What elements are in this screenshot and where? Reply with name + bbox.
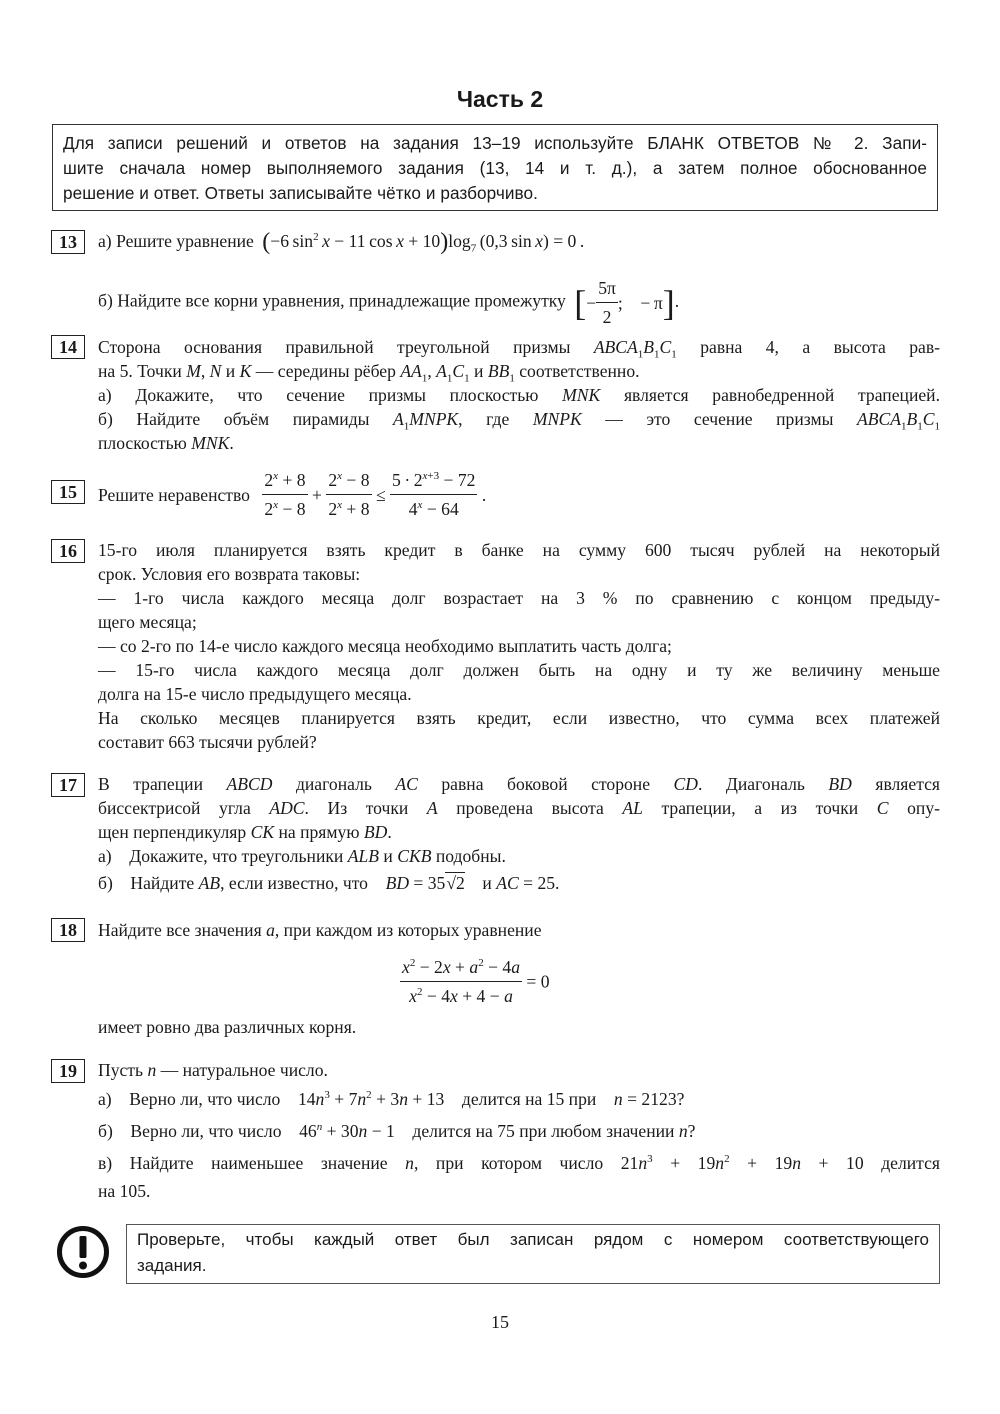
- task-16-line-6: — 15-го числа каждого месяца долг должен быть на одну и ту же величину меньше: [98, 660, 940, 680]
- task-19-c-line-1: в) Найдите наименьшее значение n, при котором число $21n^3 + 19n^2 + 19n + 10$ делится: [98, 1153, 940, 1173]
- warning-box: [126, 1224, 940, 1284]
- task-16-line-9: составит 663 тысячи рублей?: [98, 732, 317, 752]
- task-16-line-5: — со 2-го по 14-е число каждого месяца необходимо выплатить часть долга;: [98, 636, 672, 656]
- task-14-line-1: Сторона основания правильной треугольной призмы $ABCA_1B_1C_1$ равна 4, а высота рав-: [98, 337, 940, 361]
- page-title: Часть 2: [456, 86, 544, 112]
- task-17-line-1: В трапеции ABCD диагональ AC равна боковой стороне CD. Диагональ BD является: [98, 774, 941, 794]
- instructions-line-3: решение и ответ. Ответы записывайте чётко и разборчиво.: [63, 183, 538, 203]
- task-16-line-3: — 1-го числа каждого месяца долг возрастает на 3 % по сравнению с концом предыду-: [98, 588, 940, 608]
- warning-line-1: Проверьте, чтобы каждый ответ был записан рядом с номером соответствующего: [137, 1230, 929, 1249]
- task-number-15: 15: [51, 480, 85, 504]
- task-19-part-b: б) Верно ли, что число $46^n + 30n - 1$ делится на 75 при любом значении n?: [98, 1121, 696, 1141]
- task-17-text: [98, 772, 940, 895]
- task-number-19: 19: [51, 1059, 85, 1083]
- task-13-b-text: б) Найдите все корни уравнения, принадлежащие промежутку: [98, 290, 566, 311]
- task-number-16: 16: [51, 539, 85, 563]
- task-16-line-1: 15-го июля планируется взять кредит в банке на сумму 600 тысяч рублей на некоторый: [98, 540, 940, 560]
- instructions-line-2: шите сначала номер выполняемого задания (13, 14 и т. д.), а затем полное обоснованное: [63, 158, 927, 178]
- page-number: 15: [491, 1312, 509, 1332]
- task-13-a-formula: (−6 $\sin^2 x - 11$ $\cos x + 10)\log_7$ (0,3 sin x) = 0 .: [262, 229, 585, 255]
- task-14-line-5: плоскостью MNK.: [98, 433, 234, 453]
- task-16-text: [98, 538, 940, 754]
- task-13-part-b: [98, 276, 679, 329]
- task-19-c-line-2: на 105.: [98, 1181, 151, 1201]
- task-17-line-4: а) Докажите, что треугольники ALB и CKB подобны.: [98, 846, 506, 866]
- task-18-text: Найдите все значения a, при каждом из которых уравнение: [98, 920, 542, 940]
- task-number-18: 18: [51, 918, 85, 942]
- task-15-text: [98, 467, 486, 521]
- task-17-line-2: биссектрисой угла ADC. Из точки A проведена высота AL трапеции, а из точки C опу-: [98, 798, 940, 818]
- task-14-line-4: б) Найдите объём пирамиды $A_1MNPK$, где MNPK — это сечение призмы $ABCA_1B_1C_1$: [98, 409, 940, 433]
- task-19-intro: Пусть n — натуральное число.: [98, 1060, 328, 1080]
- exclamation-circle-icon: [56, 1225, 110, 1279]
- task-16-line-2: срок. Условия его возврата таковы:: [98, 564, 361, 584]
- task-16-line-4: щего месяца;: [98, 612, 197, 632]
- task-18-after: имеет ровно два различных корня.: [98, 1017, 357, 1037]
- warning-line-2: задания.: [137, 1256, 207, 1275]
- task-number-13: 13: [51, 230, 85, 254]
- task-18-formula: $\frac{x^2 - 2x + a^2 - 4a}{x^2 - 4x + 4 - a}$ = 0: [402, 957, 550, 1006]
- task-14-text: [98, 335, 940, 455]
- task-17-line-5: б) Найдите AB, если известно, что BD = 35√2 и AC = 25.: [98, 873, 560, 893]
- task-13-part-a: [98, 229, 584, 254]
- task-number-14: 14: [51, 335, 85, 359]
- task-17-line-3: щен перпендикуляр CK на прямую BD.: [98, 822, 392, 842]
- task-number-17: 17: [51, 773, 85, 797]
- instructions-line-1: Для записи решений и ответов на задания 13–19 используйте БЛАНК ОТВЕТОВ № 2. Запи-: [63, 133, 927, 153]
- task-16-line-7: долга на 15-е число предыдущего месяца.: [98, 684, 412, 704]
- task-15-label: Решите неравенство: [98, 484, 250, 505]
- task-13-b-interval: [− $\frac{5\pi}{2}$ ; − π].: [574, 278, 680, 327]
- task-13-a-text: а) Решите уравнение: [98, 231, 254, 251]
- task-14-line-3: а) Докажите, что сечение призмы плоскостью MNK является равнобедренной трапецией.: [98, 385, 940, 405]
- task-19-part-a: а) Верно ли, что число $14n^3 + 7n^2 + 3n + 13$ делится на 15 при n = 2123?: [98, 1089, 685, 1109]
- instructions-box: [52, 124, 938, 211]
- task-14-line-2: на 5. Точки M, N и K — середины рёбер $AA_1$, $A_1C_1$ и $BB_1$ соответственно.: [98, 361, 640, 385]
- task-19-part-c: [98, 1151, 940, 1203]
- task-16-line-8: На сколько месяцев планируется взять кредит, если известно, что сумма всех платежей: [98, 708, 940, 728]
- task-15-formula: $\frac{2^x + 8}{2^x - 8}$ + $\frac{2^x - 8}{2^x + 8}$ ≤ $\frac{5 \cdot 2^{x+3} - 72}{4^x - 64}$ .: [264, 470, 487, 520]
